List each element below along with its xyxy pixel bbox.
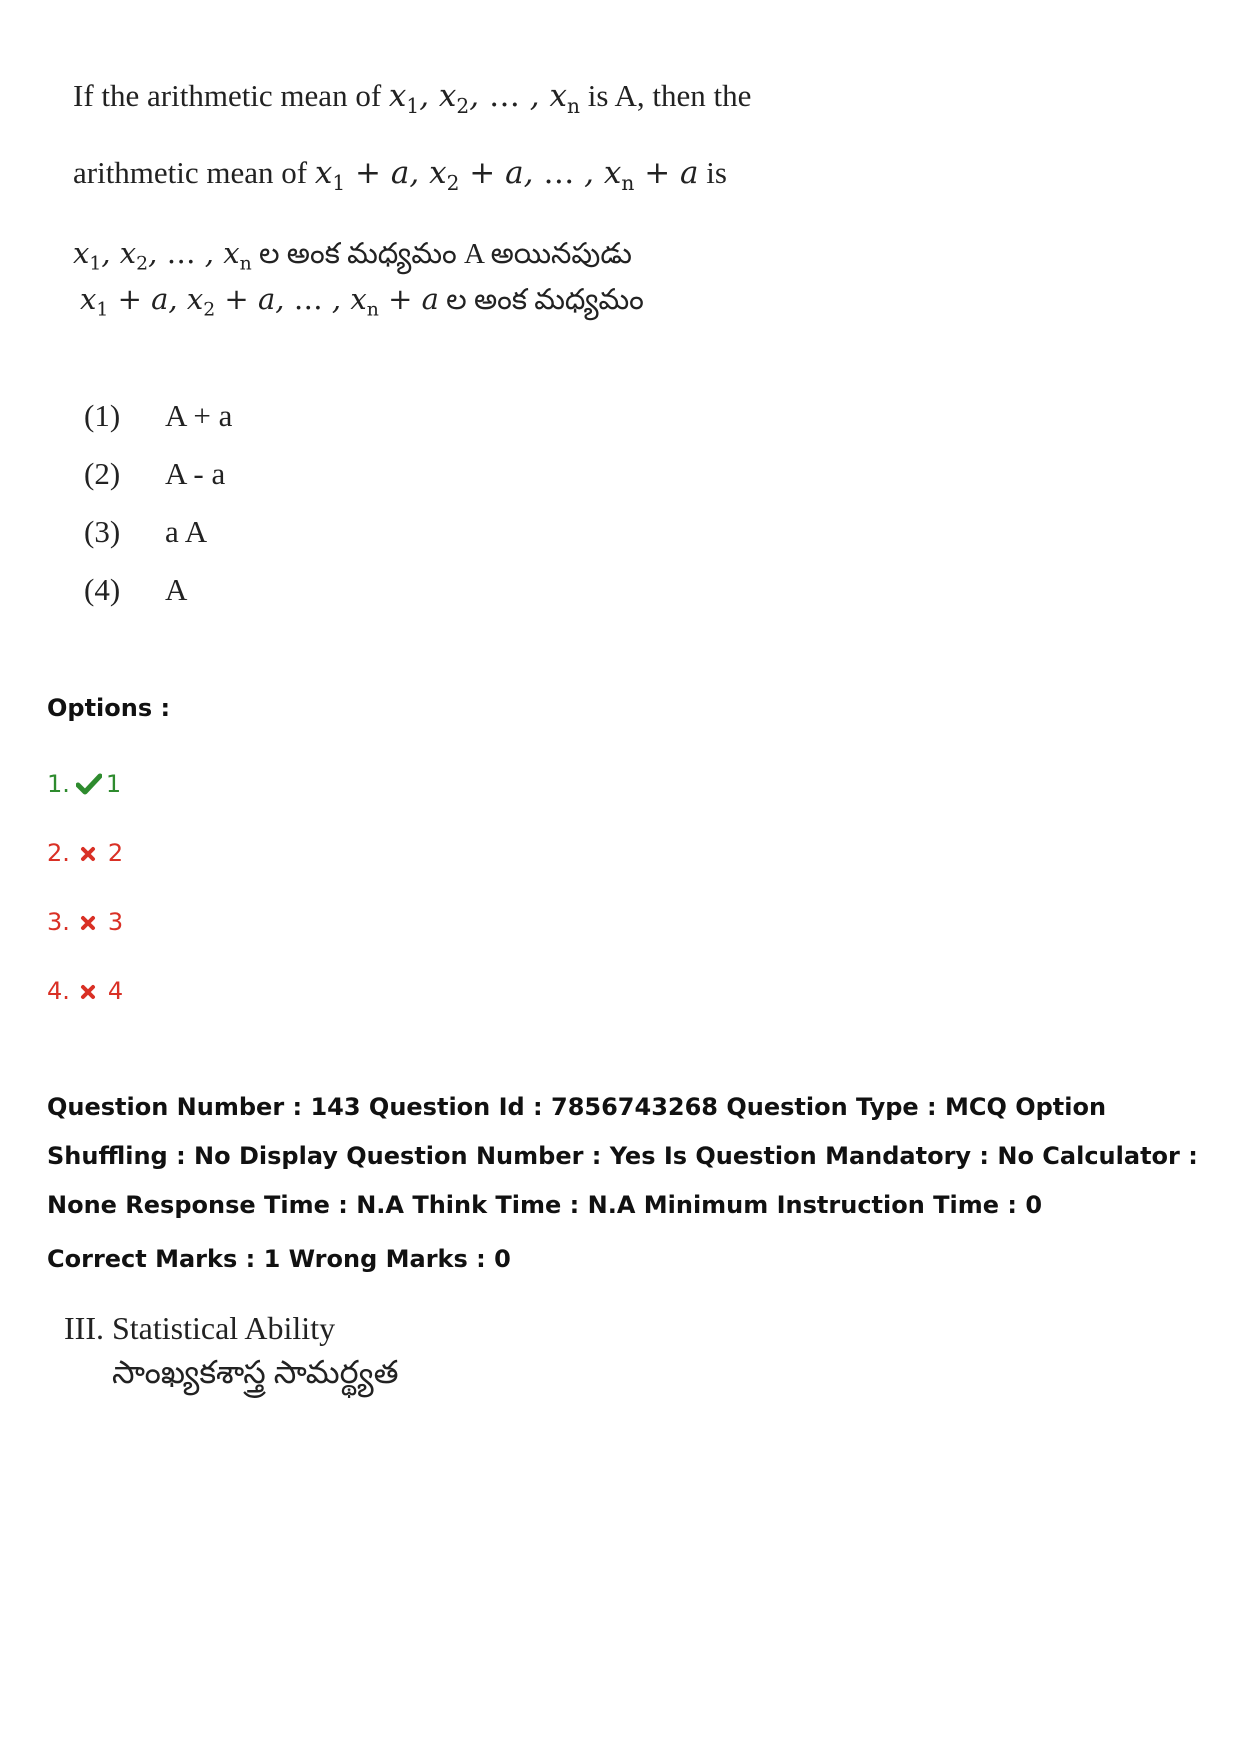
option-value: 2 (107, 839, 124, 867)
choice-number: (2) (84, 456, 121, 491)
options-heading: Options : (47, 694, 171, 722)
answer-choice (84, 456, 225, 492)
cross-icon (80, 978, 96, 994)
option-value: 1 (105, 770, 122, 798)
question-line-2 (73, 155, 727, 196)
marks-info: Correct Marks : 1 Wrong Marks : 0 (47, 1245, 511, 1273)
option-index: 1. (47, 770, 70, 798)
cross-icon (80, 840, 96, 856)
question-text: is A, then the (587, 78, 752, 113)
option-value: 4 (107, 977, 124, 1005)
choice-text: A (165, 572, 188, 607)
telugu-text: ల అంక మధ్యమం (446, 284, 644, 316)
math-sequence: $x_1 + a$, $x_2 + a$, … , $x_n + a$ (80, 282, 439, 321)
answer-choice (84, 572, 187, 608)
choice-text: A - a (165, 456, 226, 491)
question-text: If the arithmetic mean of (73, 78, 382, 113)
checkmark-icon (76, 773, 102, 795)
math-sequence: $x_1$, $x_2$, … , $x_n$ (73, 236, 252, 275)
option-index: 4. (47, 977, 70, 1005)
choice-number: (1) (84, 398, 121, 433)
choice-text: a A (165, 514, 208, 549)
option-item (47, 977, 123, 1005)
telugu-line-1 (73, 236, 632, 278)
choice-text: A + a (165, 398, 233, 433)
option-value: 3 (107, 908, 124, 936)
choice-number: (3) (84, 514, 121, 549)
question-meta: Question Number : 143 Question Id : 7856743268 Question Type : MCQ Option Shuffling : No Display Question Number : Yes Is Question Mandatory : No Calculator : None Response Time : N.A Think Time : N.A Minimum Instruction Time : 0 (47, 1093, 1198, 1219)
question-text: arithmetic mean of (73, 155, 308, 190)
option-index: 3. (47, 908, 70, 936)
answer-choice (84, 514, 207, 550)
math-sequence: $x_1 + a$, $x_2 + a$, … , $x_n + a$ (314, 155, 699, 196)
question-line-1 (73, 78, 752, 119)
option-item (47, 908, 123, 936)
telugu-line-2 (80, 282, 644, 324)
question-text: is (706, 155, 727, 190)
option-index: 2. (47, 839, 70, 867)
telugu-text: ల అంక మధ్యమం A అయినపుడు (259, 238, 632, 270)
section-telugu-title: సాంఖ్యకశాస్త్ర సామర్థ్యత (112, 1354, 399, 1390)
math-sequence: $x_1$, $x_2$, … , $x_n$ (388, 78, 580, 119)
choice-number: (4) (84, 572, 121, 607)
option-item (47, 839, 123, 867)
cross-icon (80, 909, 96, 925)
section-title: III. Statistical Ability (64, 1310, 336, 1346)
option-item (47, 770, 121, 798)
answer-choice (84, 398, 232, 434)
